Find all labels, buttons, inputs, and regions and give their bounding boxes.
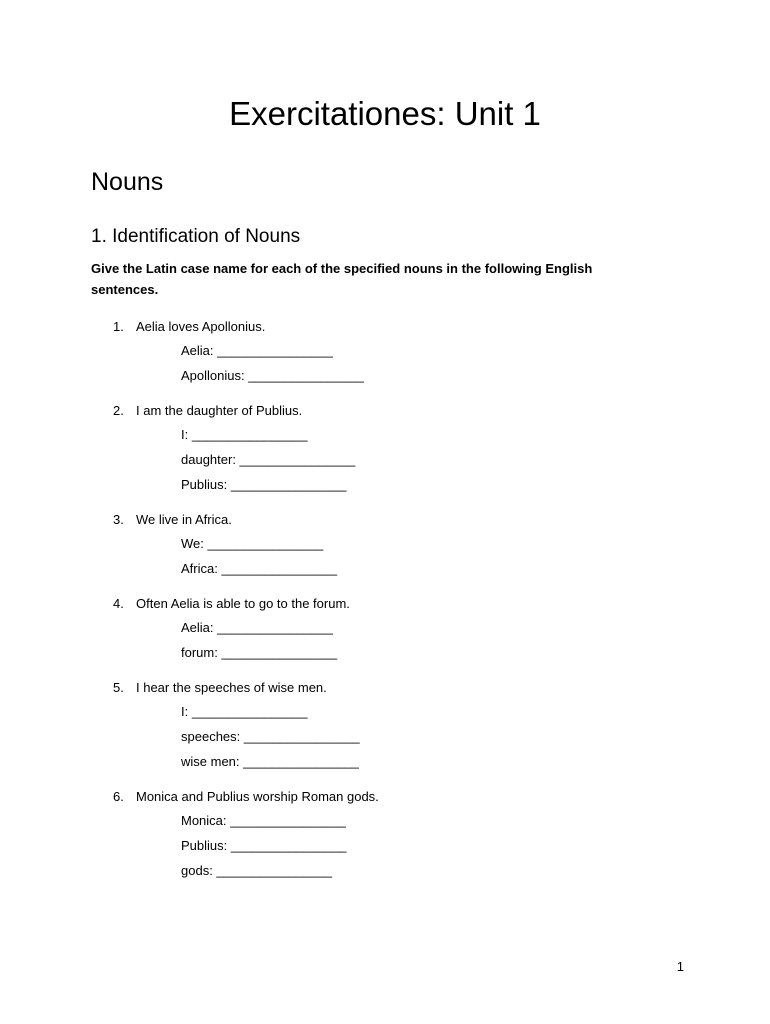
exercise-sentence: We live in Africa. bbox=[136, 512, 232, 527]
answer-blank[interactable]: wise men: ________________ bbox=[181, 754, 359, 769]
exercise-sentence: I hear the speeches of wise men. bbox=[136, 680, 327, 695]
exercise-number: 4. bbox=[113, 596, 124, 611]
section-heading: Nouns bbox=[91, 168, 164, 196]
exercise-sentence: Monica and Publius worship Roman gods. bbox=[136, 789, 379, 804]
answer-blank[interactable]: I: ________________ bbox=[181, 704, 308, 719]
exercise-item bbox=[0, 316, 770, 388]
answer-blank[interactable]: gods: ________________ bbox=[181, 863, 333, 878]
exercise-item bbox=[0, 677, 770, 774]
exercise-list bbox=[0, 316, 770, 895]
answer-blank[interactable]: speeches: ________________ bbox=[181, 729, 360, 744]
exercise-item bbox=[0, 786, 770, 883]
subsection-heading: 1. Identification of Nouns bbox=[91, 226, 301, 247]
exercise-number: 1. bbox=[113, 319, 124, 334]
exercise-item bbox=[0, 509, 770, 581]
answer-blank[interactable]: I: ________________ bbox=[181, 427, 308, 442]
page-number: 1 bbox=[676, 959, 684, 974]
exercise-number: 2. bbox=[113, 403, 124, 418]
answer-blank[interactable]: Africa: ________________ bbox=[181, 561, 338, 576]
answer-blank[interactable]: Publius: ________________ bbox=[181, 838, 347, 853]
exercise-number: 3. bbox=[113, 512, 124, 527]
answer-blank[interactable]: Publius: ________________ bbox=[181, 477, 347, 492]
answer-blank[interactable]: Aelia: ________________ bbox=[181, 620, 333, 635]
answer-blank[interactable]: Monica: ________________ bbox=[181, 813, 346, 828]
answer-blank[interactable]: daughter: ________________ bbox=[181, 452, 356, 467]
answer-blank[interactable]: forum: ________________ bbox=[181, 645, 338, 660]
exercise-item bbox=[0, 400, 770, 497]
exercise-sentence: I am the daughter of Publius. bbox=[136, 403, 303, 418]
exercise-sentence: Often Aelia is able to go to the forum. bbox=[136, 596, 350, 611]
answer-blank[interactable]: Aelia: ________________ bbox=[181, 343, 333, 358]
document-title: Exercitationes: Unit 1 bbox=[229, 95, 541, 132]
exercise-number: 5. bbox=[113, 680, 124, 695]
exercise-sentence: Aelia loves Apollonius. bbox=[136, 319, 266, 334]
exercise-item bbox=[0, 593, 770, 665]
instructions-text: Give the Latin case name for each of the specified nouns in the following English sentences. bbox=[91, 261, 593, 297]
answer-blank[interactable]: We: ________________ bbox=[181, 536, 324, 551]
answer-blank[interactable]: Apollonius: ________________ bbox=[181, 368, 364, 383]
exercise-number: 6. bbox=[113, 789, 124, 804]
